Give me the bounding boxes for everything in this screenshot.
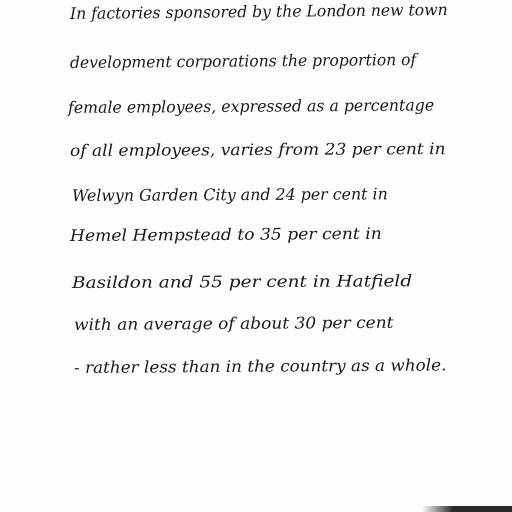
text-line-2: development corporations the proportion of	[69, 49, 417, 72]
text-line-4: of all employees, varies from 23 per cent in	[69, 139, 446, 160]
text-line-6: Hemel Hempstead to 35 per cent in	[69, 223, 382, 245]
text-line-3: female employees, expressed as a percentage	[67, 95, 435, 117]
text-line-8: with an average of about 30 per cent	[73, 312, 394, 334]
text-line-9: - rather less than in the country as a whole.	[73, 355, 447, 377]
text-line-5: Welwyn Garden City and 24 per cent in	[71, 184, 388, 205]
text-line-7: Basildon and 55 per cent in Hatfield	[71, 271, 413, 292]
text-line-1: In factories sponsored by the London new town	[69, 0, 448, 23]
scan-edge-mark	[422, 506, 512, 512]
